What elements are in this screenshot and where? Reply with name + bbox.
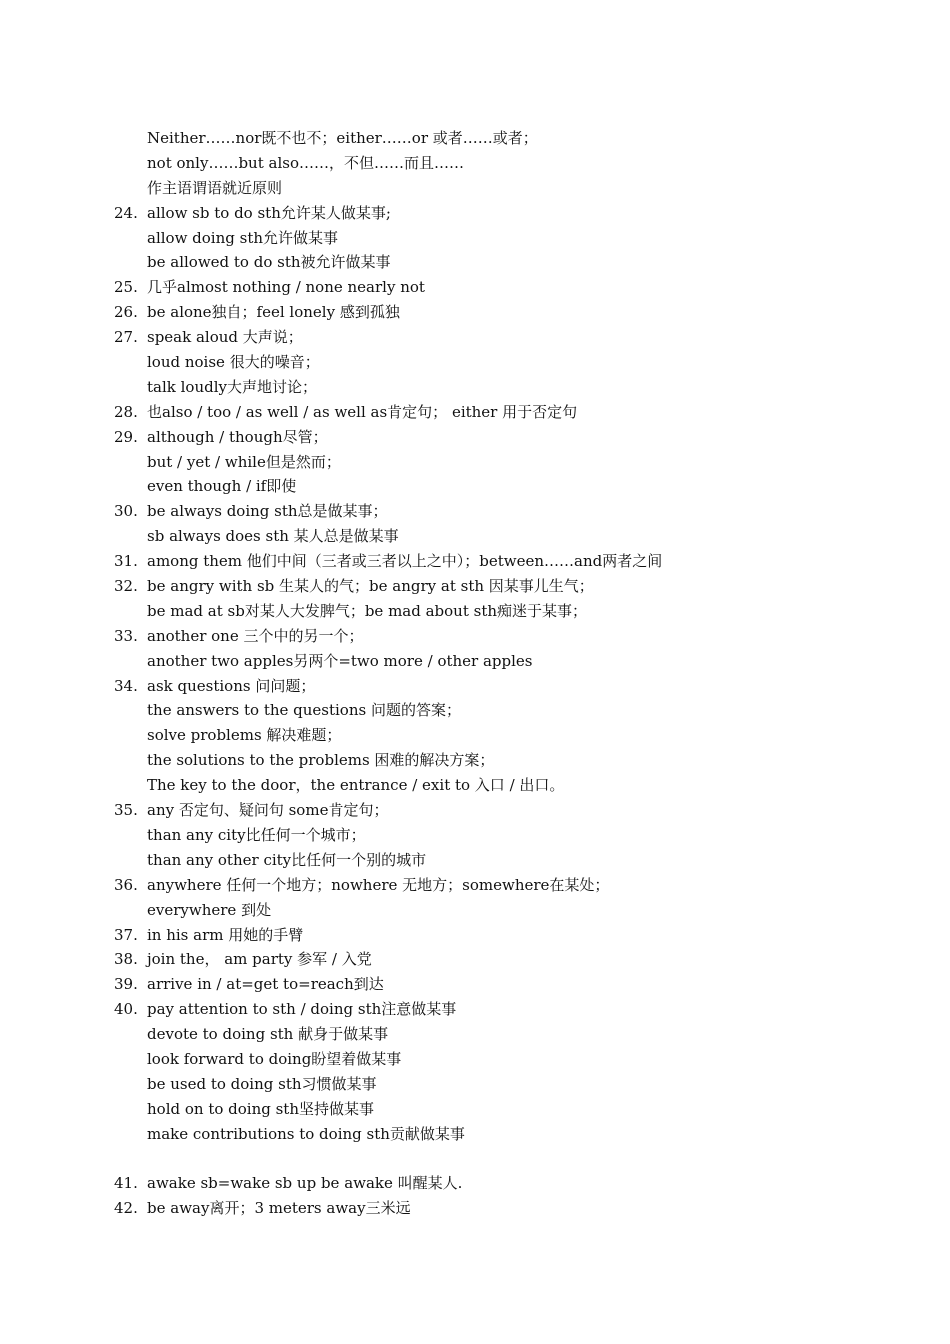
item-text: join the， am party 参军 / 入党 — [147, 950, 372, 969]
item-text: arrive in / at=get to=reach到达 — [147, 975, 384, 994]
text-line — [0, 947, 950, 972]
item-number: 27. — [114, 328, 138, 347]
item-text: be always doing sth总是做某事； — [147, 502, 388, 521]
item-text: the solutions to the problems 困难的解决方案； — [147, 751, 495, 770]
text-line — [0, 126, 950, 151]
item-text: 作主语谓语就近原则 — [147, 178, 283, 197]
item-number: 36. — [114, 875, 138, 894]
item-text: devote to doing sth 献身于做某事 — [147, 1025, 389, 1044]
line-list — [0, 126, 950, 1221]
text-line — [0, 624, 950, 649]
item-number: 26. — [114, 303, 138, 322]
text-line — [0, 375, 950, 400]
text-line — [0, 1122, 950, 1147]
text-line — [0, 674, 950, 699]
text-line — [0, 226, 950, 251]
item-text: not only……but also……，不但……而且…… — [147, 153, 464, 172]
item-text: talk loudly大声地讨论； — [147, 377, 317, 396]
item-text: another two apples另两个=two more / other apples — [147, 651, 533, 670]
item-text: 几乎almost nothing / none nearly not — [147, 278, 425, 297]
text-line — [0, 773, 950, 798]
text-line — [0, 599, 950, 624]
item-number: 38. — [114, 950, 138, 969]
item-number: 40. — [114, 1000, 138, 1019]
blank-line — [0, 1147, 950, 1172]
text-line — [0, 923, 950, 948]
text-line — [0, 400, 950, 425]
item-text: be allowed to do sth被允许做某事 — [147, 253, 391, 272]
text-line — [0, 723, 950, 748]
text-line — [0, 499, 950, 524]
item-text: than any city比任何一个城市； — [147, 825, 366, 844]
item-text: pay attention to sth / doing sth注意做某事 — [147, 1000, 457, 1019]
item-number: 41. — [114, 1174, 138, 1193]
item-text: allow doing sth允许做某事 — [147, 228, 339, 247]
text-line — [0, 425, 950, 450]
text-line — [0, 748, 950, 773]
item-text: make contributions to doing sth贡献做某事 — [147, 1124, 465, 1143]
text-line — [0, 1196, 950, 1221]
item-text: although / though尽管； — [147, 427, 328, 446]
item-number: 31. — [114, 552, 138, 571]
text-line — [0, 1047, 950, 1072]
item-text: but / yet / while但是然而； — [147, 452, 341, 471]
item-text: than any other city比任何一个别的城市 — [147, 850, 427, 869]
item-text: ask questions 问问题； — [147, 676, 316, 695]
text-line — [0, 151, 950, 176]
item-text: in his arm 用她的手臂 — [147, 925, 304, 944]
item-text: be angry with sb 生某人的气；be angry at sth 因某事儿生气； — [147, 577, 594, 596]
text-line — [0, 574, 950, 599]
text-line — [0, 300, 950, 325]
text-line — [0, 549, 950, 574]
text-line — [0, 524, 950, 549]
document-page — [0, 126, 950, 1221]
item-text: even though / if即使 — [147, 477, 297, 496]
text-line — [0, 201, 950, 226]
item-number: 34. — [114, 676, 138, 695]
item-text: anywhere 任何一个地方；nowhere 无地方；somewhere在某处； — [147, 875, 610, 894]
item-number: 33. — [114, 626, 138, 645]
text-line — [0, 275, 950, 300]
item-text: the answers to the questions 问题的答案； — [147, 701, 461, 720]
text-line — [0, 325, 950, 350]
item-number: 30. — [114, 502, 138, 521]
text-line — [0, 972, 950, 997]
item-text: Neither……nor既不也不；either……or 或者……或者； — [147, 129, 538, 147]
text-line — [0, 997, 950, 1022]
item-text: everywhere 到处 — [147, 900, 272, 919]
item-number: 28. — [114, 402, 138, 421]
item-text: sb always does sth 某人总是做某事 — [147, 527, 399, 546]
item-number: 37. — [114, 925, 138, 944]
item-text: hold on to doing sth坚持做某事 — [147, 1099, 374, 1118]
item-text: be used to doing sth习惯做某事 — [147, 1074, 377, 1093]
text-line — [0, 898, 950, 923]
text-line — [0, 176, 950, 201]
item-text: allow sb to do sth允许某人做某事; — [147, 203, 391, 222]
item-number: 39. — [114, 975, 138, 994]
text-line — [0, 250, 950, 275]
item-text: look forward to doing盼望着做某事 — [147, 1049, 402, 1068]
item-number: 25. — [114, 278, 138, 297]
text-line — [0, 798, 950, 823]
item-number: 29. — [114, 427, 138, 446]
item-text: any 否定句、疑问句 some肯定句； — [147, 801, 389, 820]
item-text: be mad at sb对某人大发脾气；be mad about sth痴迷于某事； — [147, 601, 588, 620]
item-number: 42. — [114, 1199, 138, 1218]
item-text: 也also / too / as well / as well as肯定句； either 用于否定句 — [147, 402, 578, 421]
item-text: awake sb=wake sb up be awake 叫醒某人. — [147, 1174, 463, 1193]
item-text: solve problems 解决难题； — [147, 726, 342, 745]
text-line — [0, 1171, 950, 1196]
text-line — [0, 350, 950, 375]
item-text: be away离开；3 meters away三米远 — [147, 1199, 411, 1218]
item-number: 24. — [114, 203, 138, 222]
item-text: speak aloud 大声说； — [147, 328, 303, 347]
item-number: 32. — [114, 577, 138, 596]
text-line — [0, 1072, 950, 1097]
item-text: loud noise 很大的噪音； — [147, 353, 320, 372]
text-line — [0, 474, 950, 499]
text-line — [0, 698, 950, 723]
item-text: be alone独自；feel lonely 感到孤独 — [147, 303, 400, 322]
text-line — [0, 649, 950, 674]
text-line — [0, 1022, 950, 1047]
text-line — [0, 450, 950, 475]
text-line — [0, 1097, 950, 1122]
text-line — [0, 848, 950, 873]
text-line — [0, 823, 950, 848]
text-line — [0, 873, 950, 898]
item-text: another one 三个中的另一个； — [147, 626, 364, 645]
item-number: 35. — [114, 801, 138, 820]
item-text: The key to the door，the entrance / exit to 入口 / 出口。 — [147, 776, 565, 795]
item-text: among them 他们中间（三者或三者以上之中）；between……and两者之间 — [147, 552, 663, 571]
